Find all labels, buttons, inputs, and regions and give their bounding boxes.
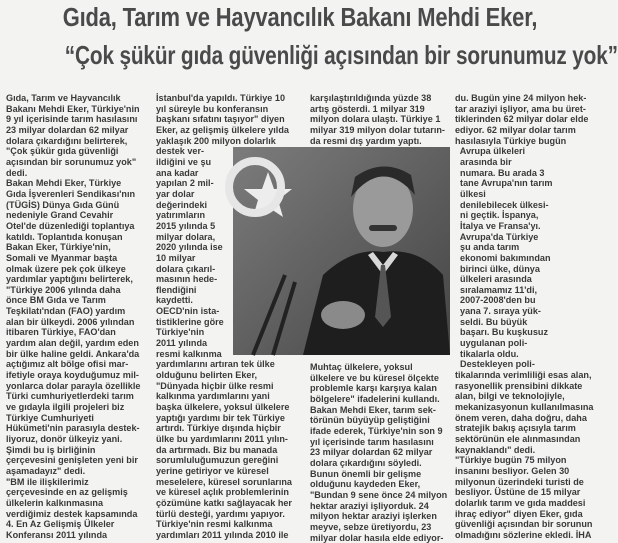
article-column-3-lower: Muhtaç ülkelere, yoksul ülkelere ve bu küresel ölçekte problemle karşı karşıya kalan bölgelere" ifadelerini kullandı. Bakan Mehdi Eker, tarım sek- törünün büyüyüp geliştiğini ifade ederek, Türkiye'nin son 9 yıl içerisinde tarım hasılasını 23 milyar dolardan 62 milyar dolara çıkardığını söyledi. Bunun önemli bir gelişme olduğunu kaydeden Eker, "Bundan 9 sene önce 24 milyon hektar araziyi işliyorduk. 24 milyon hektar araziyi işlerken meyve, sebze üretiyordu, 23 milyar dolar hasıla elde ediyor- xyxy=(310,362,448,543)
article-column-2: İstanbul'da yapıldı. Türkiye 10 yıl süreyle bu konferansın başkanı sıfatını taşıyor" diyen Eker, az gelişmiş ülkelere yılda yaklaşık 200 milyon dolarlık destek ver- ildiğini ve şu ana kadar yapılan 2 mil- yar dolar değerindeki yatırımların 2015 yılında 5 milyar dolara, 2020 yılında ise 10 milyar dolara çıkarıl- masının hede- flendiğini kaydetti. OECD'nin ista- tistiklerine göre Türkiye'nin 2011 yılında resmi kalkınma yardımlarını artıran tek ülke olduğunu belirten Eker, "Dünyada hiçbir ülke resmi kalkınma yardımlarını yani başka ülkelere, yoksul ülkelere yaptığı yardımı bir tek Türkiye artırdı. Türkiye dışında hiçbir ülke bu yardımlarını 2011 yılın- da artırmadı. Biz bu manada sorumluluğumuzun gereğini yerine getiriyor ve küresel meselelere, küresel sorunlarına ve küresel açlık problemlerinin çözümüne katkı sağlayacak her türlü desteği, yardımı yapıyor. Türkiye'nin resmi kalkınma yardımları 2011 yılında 2010 ile xyxy=(156,93,292,540)
article-column-4: du. Bugün yine 24 milyon hek- tar araziyi işliyor, ama bu üret- tiklerinden 62 milyar dolar elde ediyor. 62 milyar dolar tarım hasılasıyla Türkiye bugün Avrupa ülkeleri arasında bir numara. Bu arada 3 tane Avrupa'nın tarım ülkesi denilebilecek ülkesi- ni geçtik. İspanya, İtalya ve Fransa'yı. Avrupa'da Türkiye şu anda tarım ekonomi bakımından birinci ülke, dünya ülkeleri arasında sıralamamız 11'di, 2007-2008'den bu yana 7. sıraya yük- seldi. Bu büyük başarı. Bu kuşkusuz uygulanan poli- tikalarla oldu. Destekleyen poli- tikalarında verimliliği esas alan, rasyonellik prensibini dikkate alan, bilgi ve teknolojiyle, mekanizasyonun kullanılmasına önem veren, daha doğru, daha stratejik bakış açısıyla tarım sektörünün ele alınmasından kaynaklandı" dedi. "Türkiye bugün 75 milyon insanını besliyor. Gelen 30 milyonun üzerindeki turisti de besliyor. Üstüne de 15 milyar dolarlık tarım ve gıda maddesi ihraç ediyor" diyen Eker, gıda güvenliği açısından bir sorunun olmadığını sözlerine ekledi. İHA xyxy=(455,93,594,540)
minister-photo-icon xyxy=(233,147,450,355)
news-photo xyxy=(233,147,450,355)
article-column-3: karşılaştırıldığında yüzde 38 artış gösterdi. 1 milyar 319 milyon dolara ulaştı. Türkiye 1 milyar 319 milyon dolar tutarın- da resmi dış yardım yaptı. xyxy=(310,93,445,146)
article-column-1: Gıda, Tarım ve Hayvancılık Bakanı Mehdi Eker, Türkiye'nin 9 yıl içerisinde tarım hasılasını 23 milyar dolardan 62 milyar dolara çıkardığını belirterek, "Çok şükür gıda güvenliği açısından bir sorunumuz yok" dedi. Bakan Mehdi Eker, Türkiye Gıda İşverenleri Sendikası'nın (TÜGİS) Dünya Gıda Günü nedeniyle Grand Cevahir Otel'de düzenlediği toplantıya katıldı. Toplantıda konuşan Bakan Eker, Türkiye'nin, Somali ve Myanmar başta olmak üzere pek çok ülkeye yardımlar yaptığını belirterek, "Türkiye 2006 yılında daha önce BM Gıda ve Tarım Teşkilatı'ndan (FAO) yardım alan bir ülkeydi. 2006 yılından itibaren Türkiye, FAO'dan yardım alan değil, yardım eden bir ülke haline geldi. Ankara'da açtığımız alt bölge ofisi mar- ifetiyle oraya koyduğumuz mil- yonlarca dolar parayla özellikle Türki cumhuriyetlerdeki tarım ve gıdayla ilgili projeleri biz Türkiye Cumhuriyeti Hükümeti'nin parasıyla destek- liyoruz, donör ülkeyiz yani. Şimdi bu iş birliğinin çerçevesini genişleten yeni bir aşamadayız" dedi. "BM ile ilişkilerimiz çerçevesinde en az gelişmiş ülkelerin kalkınmasına verdiğimiz destek kapsamında 4. En Az Gelişmiş Ülkeler Konferansı 2011 yılında xyxy=(6,93,141,540)
headline-line-2: “Çok şükür gıda güvenliği açısından bir sorunumuz yok” xyxy=(64,40,618,70)
headline-line-1: Gıda, Tarım ve Hayvancılık Bakanı Mehdi Eker, xyxy=(62,4,538,32)
